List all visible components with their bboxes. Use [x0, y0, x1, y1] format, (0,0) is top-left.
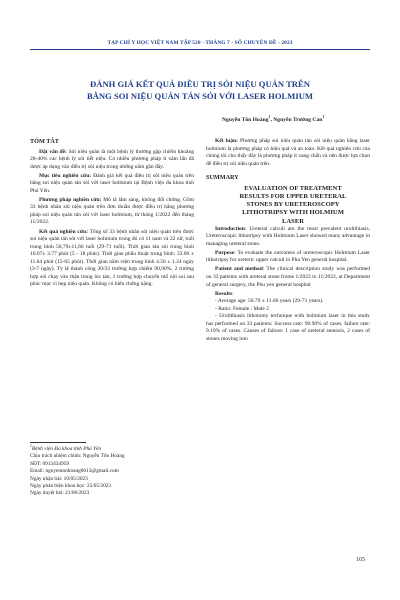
objective-label: Mục tiêu nghiên cứu: — [39, 172, 92, 179]
author-separator: , — [270, 117, 274, 123]
conclusion-text: Phương pháp soi niệu quản tán sỏi niệu quản bằng laser holmium là phương pháp có hiệu quả và an toàn. Kết quả nghiên cứu của chúng tôi cho thấy đây là phương pháp ít xang chấn và nên được lựa chọn để điều trị sỏi niệu quản trên. — [206, 138, 371, 167]
footnote-line: Ngày nhận bài: 10/05/2023 — [30, 475, 88, 482]
results-paragraph — [30, 229, 194, 289]
author-2: Nguyễn Trường Can — [273, 117, 323, 123]
introduction-label: Introduction — [215, 225, 245, 232]
right-column — [206, 138, 370, 343]
purpose-text: : To evaluate the outcomes of ureteroscopic Holmium Laser lithotripsy for ureteric upper calculi in Phu Yen general hospital. — [206, 249, 370, 264]
results-line: - Urolithiasis lithotomy technique with holmium laser in this study has performed on 33 patients: Success rate: 90.90% of cases, failure rate: 9.10% of cases. Causes of failure: 1 case of ureteral stenosis, 2 cases of stones moving into — [206, 313, 370, 342]
patient-method-text: : The clinical description study was performed on 33 patients with ureteral stone frome 1/2022 to 11/2022, at Department of general surgery, the Phu yen general hospital — [206, 266, 370, 288]
footnote-line: Ngày duyệt bài: 21/06/2023 — [30, 490, 90, 497]
conclusion-label: Kết luận: — [215, 138, 238, 144]
title-line-2: BẰNG SOI NIỆU QUẢN TÁN SỎI VỚI LASER HOLMIUM — [86, 91, 314, 101]
results-colon: : — [232, 290, 234, 297]
abstract-heading: TÓM TẮT — [30, 138, 59, 145]
journal-header: TẠP CHÍ Y HỌC VIỆT NAM TẬP 528 - THÁNG 7 - SỐ CHUYÊN ĐỀ - 2023 — [107, 40, 293, 46]
title-line-1: ĐÁNH GIÁ KẾT QUẢ ĐIỀU TRỊ SỎI NIỆU QUẢN TRÊN — [90, 79, 310, 89]
results-line: - Average age: 50.79 ± 11.66 years (29-71 years). — [215, 298, 324, 305]
english-title-line: LASER — [282, 217, 304, 225]
author-1-affiliation: 1 — [268, 115, 271, 120]
english-title — [206, 185, 370, 226]
summary-heading: SUMMARY — [206, 174, 239, 182]
footnote-sup: 1 — [30, 444, 32, 449]
results-label-en: Results — [215, 290, 233, 297]
purpose-paragraph — [206, 250, 370, 265]
objective-paragraph — [30, 173, 194, 196]
footnote-line: Email: nguyentonhoang0613@gmail.com — [30, 468, 119, 475]
footnote-line: SĐT: 0913434959 — [30, 460, 70, 467]
english-title-line: STONES BY URETEROSCOPY — [246, 201, 340, 209]
method-text: Mô tả lâm sàng, không đối chứng. Gồm 33 bệnh nhân sỏi niệu quản trên đơn thuần được điều trị bằng phương pháp soi niệu quản tán sỏi với laser holmium, từ tháng 1/2022 đến tháng 11/2022. — [30, 196, 194, 226]
background-label: Đặt vấn đề: — [39, 148, 67, 155]
conclusion-paragraph — [206, 138, 370, 168]
patient-method-label: Patient and method — [215, 266, 263, 273]
background-text: Sỏi niệu quản là một bệnh lý thường gặp chiếm khoảng 28-40% các bệnh lý sỏi tiết niệu. Có nhiều phương pháp ít xâm lấn đã được áp dụng vào điều trị sỏi niệu trong những năm gần đây. — [30, 148, 195, 170]
english-title-line: LITHOTRIPSY WITH HOLMIUM — [242, 209, 344, 217]
article-title — [60, 78, 340, 102]
results-line: - Ratio: Female / Male 2 — [215, 305, 269, 312]
english-title-line: RESULTS FOR UPPER URETERAL — [239, 192, 347, 200]
background-paragraph — [30, 149, 194, 172]
results-text: Tổng số 33 bệnh nhân sỏi niệu quản trên được soi niệu quản tán sỏi với laser holmium trong đó có 11 nam và 22 nữ, tuổi trung bình 50,79±11,66 tuổi (29-71 tuổi). Thời gian tán sỏi trung bình 10.07± 3.77 phút (5 - 18 phút). Thời gian phẫu thuật trung bình: 33.00 ± 11.64 phút (15-65 phút). Thời gian nằm viện trung bình 4.56 ± 1.24 ngày (3-7 ngày). Tỷ lệ thành công 30/33 trường hợp chiếm 90,90%, 2 trường hợp sỏi chạy vào thận trong lúc tán, 1 trường hợp chuyển mổ nội soi sau phúc mạc vì hẹp niệu quản. Không có biến chứng nặng. — [30, 228, 194, 288]
author-1: Nguyễn Tôn Hoàng — [222, 117, 269, 123]
introduction-text: : Ureteral calculi are the most prevalent urolithiasis. Ureteroscopic lithotripsy with Holmium Laser showed many advantage in managing ureteral stone. — [206, 225, 370, 247]
introduction-paragraph — [206, 226, 370, 249]
page-number: 165 — [356, 557, 365, 563]
footnote-divider — [30, 442, 86, 443]
footnote-line: Chịu trách nhiệm chính: Nguyễn Tôn Hoàng — [30, 453, 125, 460]
english-title-line: EVALUATION OF TREATMENT — [244, 184, 342, 192]
footnotes — [30, 446, 194, 498]
footnote-line: Ngày phản biện khoa học: 25/05/2023 — [30, 483, 112, 490]
method-label: Phương pháp nghiên cứu: — [39, 196, 102, 203]
purpose-label: Purpose — [215, 249, 235, 256]
objective-text: Đánh giá kết quả điều trị sỏi niệu quản trên bằng soi niệu quản tán sỏi với laser holmium tại Bệnh viện đa khoa tỉnh Phú Yên. — [30, 172, 194, 194]
left-column — [30, 138, 194, 289]
institution-name: Bệnh viện Đa khoa tỉnh Phú Yên — [31, 446, 102, 452]
header-divider — [30, 49, 370, 50]
method-paragraph — [30, 197, 194, 227]
authors — [222, 117, 324, 123]
results-label: Kết quả nghiên cứu: — [39, 228, 88, 235]
patient-method-paragraph — [206, 266, 370, 289]
author-2-affiliation: 1 — [322, 115, 325, 120]
